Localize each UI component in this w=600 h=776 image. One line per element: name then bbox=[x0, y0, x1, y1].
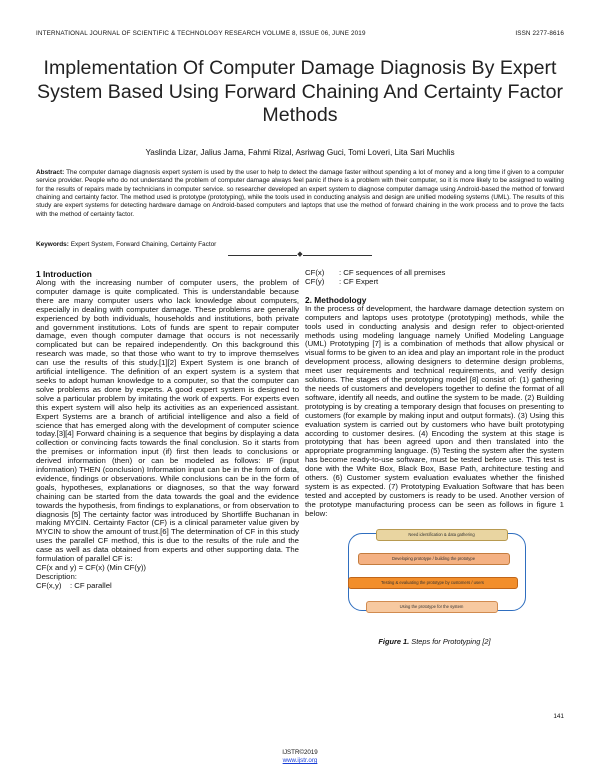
methodology-text: In the process of development, the hardware damage detection system on computers and laptops uses prototype (prototyping) methods, while the tools used in conducting analysis and design refer to object-oriented methods using modeling language namely Unified Modeling Language (UML) Prototyping [7] is a combination of methods that allow physical or visual forms to be given to an idea and play an important role in the product development process, allowing designers to determine design problems, meet user requirements and technical requirements, and verify design solutions. The stages of the prototyping model [8] consist of: (1) gathering the needs of customers and developers together to define the format of all software, identify all needs, and outline the system to be made. (2) Building prototyping is by creating a temporary design that focuses on presenting to customers (for example by making input and output formats). (3) Using this evaluation system is carried out by customers who have built prototyping according to customer desires. (4) Encoding the system at this stage is prototyping that has been agreed upon and then translated into the appropriate programming language. (5) Testing the system after the system has become ready-to-use software, must be tested before use. This test is done with the White Box, Black Box, Base Path, architecture testing and others. (6) Customer system evaluation evaluates whether the finished system is as expected. (7) Prototyping Evaluation Software that has been tested and accepted by customers is ready to be used. Another version of the prototype manufacturing process can be seen as follows in figure 1 below: bbox=[305, 303, 564, 518]
figure-step: Using the prototype for the system bbox=[366, 601, 498, 613]
description-label: Description: bbox=[36, 571, 77, 581]
definition-value: : CF Expert bbox=[339, 276, 379, 286]
definition-key: CF(x,y) bbox=[36, 580, 62, 590]
page-number: 141 bbox=[553, 713, 564, 720]
keywords bbox=[36, 241, 564, 248]
left-column bbox=[36, 269, 299, 591]
keywords-label: Keywords: bbox=[36, 241, 69, 248]
figure-step: Developing prototype / building the prototype bbox=[358, 553, 510, 565]
prototyping-figure bbox=[340, 525, 530, 635]
definition-row bbox=[305, 278, 564, 287]
abstract-text: The computer damage diagnosis expert system is used by the user to help to detect the damage faster without spending a lot of money and a long time if given to a computer service provider. People who do not understand the problem of computer damage always feel panic if there is a problem with their computer, so it is more likely to be assigned to waiting for the results of repairs made by technicians in computer service. so researcher developed an expert system to diagnose computer damage using Android-based the method of forward chaining and certainty factor. The method used is prototype (prototyping), while the tools used in conducting analysis and design are unified modeling systems (UML). The results of this study are expert systems for detecting hardware damage on Android-based computers and laptops that use the method of forward chaining in the work process and to prove the facts with the method of certainty factor. bbox=[36, 169, 564, 218]
definition-value: : CF sequences of all premises bbox=[339, 268, 446, 277]
definition-row bbox=[36, 582, 299, 591]
definition-key: CF(y) bbox=[305, 276, 325, 286]
right-column bbox=[305, 269, 564, 646]
flow-loop-arrow bbox=[348, 533, 526, 611]
figure-caption bbox=[305, 638, 564, 647]
intro-text: Along with the increasing number of computer users, the problem of computer damage is quite complicated. This is understandable because there are many computer users who lack knowledge about computers, especially in dealing with computer damage. These problems are generally experienced by both individuals, households and institutions, both private and government institutions. Lots of funds are spent to repair computer damage, even though computer damage that occurs is not necessarily complicated but can be repaired independently. On this background this research was made, so that those who want to try to improve themselves can use the results of this study.[1][2] Expert System is one branch of artificial intelligence. The definition of an expert system is a system that seeks to adopt human knowledge to a computer, so that the computer can solve problems as done by experts. A good expert system is designed to solve a particular problem by imitating the work of experts. For experts even this expert system will also help its activities as an experienced assistant. Expert Systems are a branch of artificial intelligence and also a field of science that has emerged along with the development of computer science today.[3][4] Forward chaining is a sequence that begins by displaying a data collection or convincing facts towards the final conclusion. So it starts from the premises or information input (if) first then leads to conclusions or derived information (then) or can be modeled as follows: IF (input information) THEN (conclusion) Information input can be in the form of data, evidence, findings or observations. While conclusions can be in the form of goals, hypotheses, explanations or diagnoses, so that the way forward chaining can be started from the data towards the goal and the evidence towards the hypothesis, from findings to explanations, or from observation to diagnosis [5] The certainty factor was introduced by Shortliffe Buchanan in making MYCIN. Certainty Factor (CF) is a clinical parameter value given by MYCIN to show the amount of trust.[6] The determination of CF in this study uses the parallel CF method, this is due to the results of the rule and the case as well as data obtained from experts and other supporting data. The formulation of parallel CF is: bbox=[36, 278, 299, 564]
abstract bbox=[36, 169, 564, 219]
methodology-heading: 2. Methodology bbox=[305, 294, 367, 305]
issn: ISSN 2277-8616 bbox=[515, 30, 564, 37]
running-header bbox=[36, 30, 564, 40]
definition-value: : CF parallel bbox=[70, 580, 112, 590]
footer bbox=[0, 749, 600, 765]
abstract-label: Abstract: bbox=[36, 169, 65, 176]
intro-heading: 1 Introduction bbox=[36, 269, 92, 279]
figure-step: Testing & evaluating the prototype by customers / users bbox=[348, 577, 518, 589]
figure-caption-label: Figure 1. bbox=[378, 636, 410, 646]
figure-caption-text: Steps for Prototyping [2] bbox=[411, 636, 491, 646]
keywords-text: Expert System, Forward Chaining, Certainty Factor bbox=[70, 241, 217, 248]
figure-step: Need identification & data gathering bbox=[376, 529, 508, 541]
paper-title: Implementation Of Computer Damage Diagnosis By Expert System Based Using Forward Chaining And Certainty Factor Methods bbox=[37, 57, 563, 126]
footer-code: IJSTR©2019 bbox=[282, 749, 318, 756]
cf-formula: CF(x and y) = CF(x) (Min CF(y)) bbox=[36, 563, 147, 572]
footer-url-link[interactable]: www.ijstr.org bbox=[282, 757, 318, 764]
definition-key: CF(x) bbox=[305, 268, 325, 277]
divider-diamond-icon: ◆ bbox=[297, 251, 303, 258]
journal-name: INTERNATIONAL JOURNAL OF SCIENTIFIC & TECHNOLOGY RESEARCH VOLUME 8, ISSUE 06, JUNE 2019 bbox=[36, 30, 366, 37]
authors: Yaslinda Lizar, Jalius Jama, Fahmi Rizal, Asriwag Guci, Tomi Loveri, Lita Sari Muchlis bbox=[145, 148, 455, 157]
